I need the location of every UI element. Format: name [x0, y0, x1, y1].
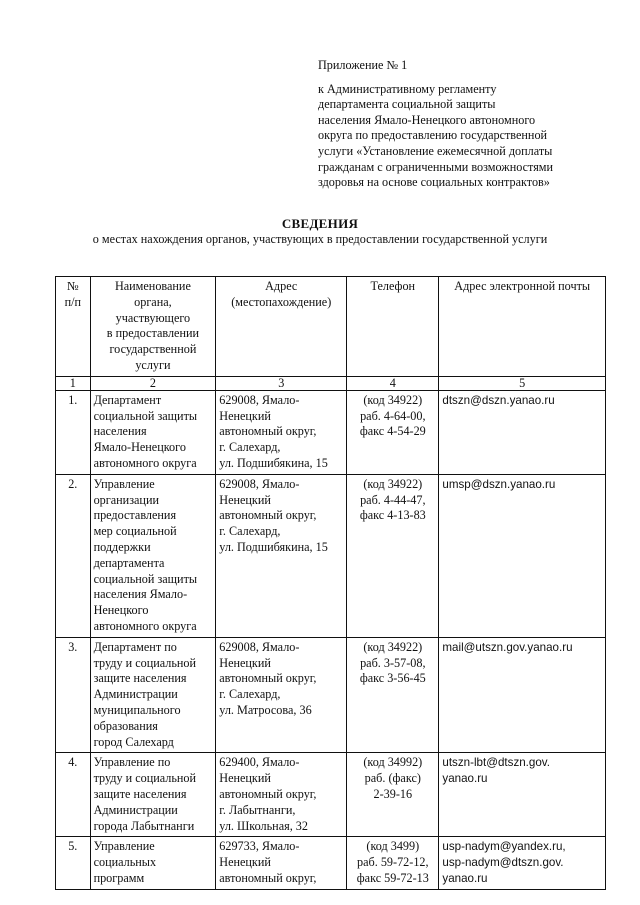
cell-line: г. Салехард, — [219, 687, 281, 702]
cell-line: ул. Подшибякина, 15 — [219, 539, 328, 554]
document-title: СВЕДЕНИЯ — [281, 216, 359, 231]
organization-cell — [90, 390, 216, 474]
column-number-row — [56, 376, 606, 390]
organization-cell — [90, 637, 216, 753]
header-line: Адрес электронной почты — [454, 279, 591, 293]
header-line: государственной — [109, 342, 197, 357]
appendix-line: населения Ямало-Ненецкого автономного — [318, 112, 536, 127]
appendix-line: департамента социальной защиты — [318, 97, 496, 112]
cell-line: раб. 3-57-08, — [360, 655, 426, 670]
address-cell — [216, 390, 347, 474]
phone-cell — [347, 390, 439, 474]
cell-line: автономный округ, — [219, 424, 317, 439]
address-cell — [216, 637, 347, 753]
appendix-line: услуги «Установление ежемесячной доплаты — [318, 143, 553, 158]
header-line: Наименование — [114, 279, 191, 293]
cell-line: факс 59-72-13 — [356, 870, 429, 885]
cell-line: муниципального — [93, 702, 181, 717]
cell-line: поддержки — [93, 539, 151, 554]
cell-line: Управление по — [93, 755, 171, 770]
appendix-header — [318, 58, 618, 191]
row-number: 1. — [56, 390, 91, 474]
cell-line: 629400, Ямало- — [219, 755, 300, 770]
email-cell — [439, 753, 606, 837]
header-phone — [347, 277, 439, 377]
cell-line: Ненецкий — [219, 492, 271, 507]
cell-line: Ямало-Ненецкого — [93, 440, 186, 455]
header-line: Адрес — [265, 279, 298, 293]
cell-line: защите населения — [93, 786, 187, 801]
email-cell — [439, 474, 606, 637]
column-number: 5 — [439, 376, 606, 390]
organization-cell — [90, 753, 216, 837]
cell-line: Департамент — [93, 392, 162, 407]
cell-line: автономный округ, — [219, 671, 317, 686]
cell-line: ул. Подшибякина, 15 — [219, 455, 328, 470]
cell-line: труду и социальной — [93, 771, 197, 786]
cell-line: программ — [93, 870, 145, 885]
cell-line: Ненецкий — [219, 855, 271, 870]
table-row — [56, 753, 606, 837]
appendix-line: гражданам с ограниченными возможностями — [318, 159, 554, 174]
table-row — [56, 474, 606, 637]
cell-line: Департамент по — [93, 639, 177, 654]
cell-line: социальных — [93, 855, 157, 870]
cell-line: (код 34922) — [363, 476, 423, 491]
cell-line: населения — [93, 424, 147, 439]
header-line: органа, — [134, 294, 172, 309]
email-line: dtszn@dszn.yanao.ru — [442, 393, 555, 407]
cell-line: факс 4-54-29 — [359, 424, 426, 439]
header-address — [216, 277, 347, 377]
email-line: usp-nadym@dtszn.gov. — [442, 856, 564, 870]
cell-line: Администрации — [93, 687, 178, 702]
cell-line: (код 34992) — [363, 755, 423, 770]
cell-line: Ненецкий — [219, 408, 271, 423]
email-cell — [439, 837, 606, 889]
email-line: yanao.ru — [442, 871, 488, 885]
cell-line: Управление — [93, 476, 155, 491]
email-line: mail@utszn.gov.yanao.ru — [442, 640, 573, 654]
table-row — [56, 390, 606, 474]
organization-cell — [90, 837, 216, 889]
header-line: № — [66, 279, 79, 293]
column-number: 1 — [56, 376, 91, 390]
header-line: в предоставлении — [106, 326, 200, 341]
cell-line: раб. 4-44-47, — [360, 492, 426, 507]
cell-line: (код 34922) — [363, 639, 423, 654]
cell-line: 629733, Ямало- — [219, 839, 300, 854]
cell-line: раб. 4-64-00, — [360, 408, 426, 423]
cell-line: организации — [93, 492, 159, 507]
cell-line: г. Салехард, — [219, 524, 281, 539]
cell-line: г. Салехард, — [219, 440, 281, 455]
table-row — [56, 837, 606, 889]
email-cell — [439, 390, 606, 474]
cell-line: автономного округа — [93, 455, 197, 470]
cell-line: Ненецкого — [93, 603, 149, 618]
cell-line: факс 3-56-45 — [359, 671, 426, 686]
header-organization — [90, 277, 216, 377]
organization-cell — [90, 474, 216, 637]
cell-line: автономный округ, — [219, 870, 317, 885]
phone-cell — [347, 637, 439, 753]
header-line: услуги — [135, 357, 171, 372]
cell-line: департамента — [93, 555, 165, 570]
phone-cell — [347, 837, 439, 889]
cell-line: автономный округ, — [219, 786, 317, 801]
table-row — [56, 637, 606, 753]
header-line: (местопахождение) — [231, 294, 332, 309]
column-number: 2 — [90, 376, 216, 390]
table-header-row — [56, 277, 606, 377]
cell-line: 629008, Ямало- — [219, 476, 300, 491]
cell-line: социальной защиты — [93, 408, 198, 423]
row-number: 4. — [56, 753, 91, 837]
authorities-table — [55, 276, 606, 890]
cell-line: труду и социальной — [93, 655, 197, 670]
email-line: usp-nadym@yandex.ru, — [442, 840, 566, 854]
table-body — [56, 390, 606, 889]
header-email — [439, 277, 606, 377]
cell-line: города Лабытнанги — [93, 818, 195, 833]
phone-cell — [347, 753, 439, 837]
email-cell — [439, 637, 606, 753]
cell-line: населения Ямало- — [93, 587, 188, 602]
phone-cell — [347, 474, 439, 637]
row-number: 2. — [56, 474, 91, 637]
email-line: yanao.ru — [442, 772, 488, 786]
cell-line: ул. Матросова, 36 — [219, 702, 312, 717]
cell-line: автономного округа — [93, 618, 197, 633]
appendix-number: Приложение № 1 — [318, 58, 408, 72]
cell-line: (код 34922) — [363, 392, 423, 407]
address-cell — [216, 753, 347, 837]
header-line: участвующего — [115, 310, 191, 325]
cell-line: Администрации — [93, 802, 178, 817]
cell-line: ул. Школьная, 32 — [219, 818, 308, 833]
row-number: 5. — [56, 837, 91, 889]
appendix-line: здоровья на основе социальных контрактов» — [318, 175, 550, 190]
cell-line: образования — [93, 718, 158, 733]
cell-line: раб. (факс) — [364, 771, 421, 786]
appendix-line: округа по предоставлению государственной — [318, 128, 548, 143]
cell-line: Ненецкий — [219, 655, 271, 670]
email-line: utszn-lbt@dtszn.gov. — [442, 756, 550, 770]
header-line: Телефон — [370, 279, 416, 293]
cell-line: 2-39-16 — [373, 786, 413, 801]
cell-line: 629008, Ямало- — [219, 392, 300, 407]
cell-line: автономный округ, — [219, 508, 317, 523]
cell-line: 629008, Ямало- — [219, 639, 300, 654]
column-number: 3 — [216, 376, 347, 390]
cell-line: защите населения — [93, 671, 187, 686]
header-line: п/п — [64, 294, 81, 309]
row-number: 3. — [56, 637, 91, 753]
header-number — [56, 277, 91, 377]
address-cell — [216, 837, 347, 889]
cell-line: г. Лабытнанги, — [219, 802, 296, 817]
email-line: umsp@dszn.yanao.ru — [442, 477, 556, 491]
appendix-text — [318, 82, 618, 191]
cell-line: социальной защиты — [93, 571, 198, 586]
cell-line: мер социальной — [93, 524, 177, 539]
cell-line: раб. 59-72-12, — [357, 855, 429, 870]
cell-line: предоставления — [93, 508, 177, 523]
cell-line: Управление — [93, 839, 155, 854]
cell-line: (код 3499) — [366, 839, 420, 854]
address-cell — [216, 474, 347, 637]
cell-line: факс 4-13-83 — [359, 508, 426, 523]
column-number: 4 — [347, 376, 439, 390]
document-subtitle: о местах нахождения органов, участвующих в предоставлении государственной услуги — [92, 232, 548, 246]
appendix-line: к Административному регламенту — [318, 81, 497, 96]
cell-line: город Салехард — [93, 734, 174, 749]
cell-line: Ненецкий — [219, 771, 271, 786]
